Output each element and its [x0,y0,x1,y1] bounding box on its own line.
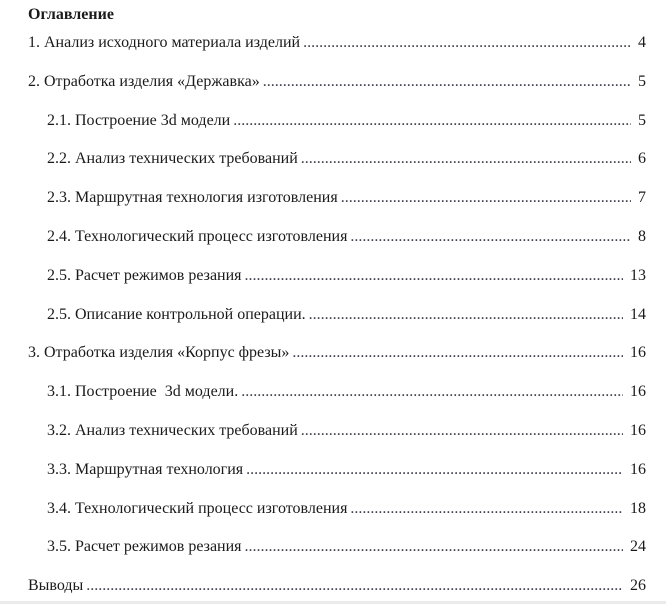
dot-leader [338,179,631,218]
dot-leader [298,140,631,179]
toc-entry-title: Выводы [28,577,84,595]
toc-entry-title: 2.1. Построение 3d модели [47,111,231,129]
dot-leader [347,490,623,529]
dot-leader [242,528,623,567]
toc-entry[interactable] [28,490,646,529]
toc-entry-page-number: 5 [638,72,646,90]
dot-leader [242,257,623,296]
toc-entry[interactable] [28,179,646,218]
toc-entry[interactable] [28,373,646,412]
dot-leader [347,218,631,257]
dot-leader [298,412,623,451]
page-bottom-divider [0,601,666,604]
toc-entry-page-number: 6 [638,150,646,168]
toc-entry[interactable] [28,528,646,567]
toc-entry[interactable] [28,140,646,179]
toc-entry-page-number: 26 [630,577,646,595]
toc-entry-title: 2.3. Маршрутная технология изготовления [47,189,338,207]
toc-entry-title: 3.2. Анализ технических требований [47,421,298,439]
toc-entry-page-number: 16 [630,383,646,401]
toc-entry-page-number: 16 [630,344,646,362]
toc-entry[interactable] [28,24,646,63]
toc-entry[interactable] [28,334,646,373]
toc-entry-title: 2. Отработка изделия «Державка» [28,72,260,90]
toc-entry-title: 2.5. Описание контрольной операции. [47,305,306,323]
toc-entry-title: 3.3. Маршрутная технология [47,460,244,478]
toc-entry[interactable] [28,102,646,141]
toc-entry-page-number: 16 [630,460,646,478]
toc-entry[interactable] [28,451,646,490]
toc-entry[interactable] [28,412,646,451]
dot-leader [238,373,623,412]
toc-list [28,24,646,606]
dot-leader [306,296,623,335]
toc-entry-title: 2.5. Расчет режимов резания [47,266,242,284]
toc-entry-title: 3.1. Построение 3d модели. [47,383,239,401]
dot-leader [260,63,631,102]
toc-entry-page-number: 4 [638,34,646,51]
dot-leader [230,102,631,141]
toc-entry[interactable] [28,296,646,335]
toc-entry-title: 1. Анализ исходного материала изделий [28,34,301,51]
toc-entry[interactable] [28,63,646,102]
toc-entry-page-number: 7 [638,189,646,207]
toc-entry-page-number: 8 [638,227,646,245]
toc-entry-title: 2.4. Технологический процесс изготовления [47,227,348,245]
toc-entry-page-number: 14 [630,305,646,323]
toc-entry[interactable] [28,218,646,257]
toc-entry[interactable] [28,257,646,296]
toc-entry-page-number: 24 [630,538,646,556]
toc-entry-page-number: 13 [630,266,646,284]
toc-entry-page-number: 5 [638,111,646,129]
dot-leader [243,451,623,490]
toc-entry-title: 2.2. Анализ технических требований [47,150,298,168]
toc-entry-title: 3.5. Расчет режимов резания [47,538,242,556]
toc-entry-page-number: 16 [630,421,646,439]
dot-leader [300,24,631,63]
toc-heading: Оглавление [28,6,114,23]
toc-entry-title: 3. Отработка изделия «Корпус фрезы» [28,344,290,362]
toc-entry-title: 3.4. Технологический процесс изготовления [47,499,348,517]
toc-entry-page-number: 18 [630,499,646,517]
dot-leader [289,334,623,373]
